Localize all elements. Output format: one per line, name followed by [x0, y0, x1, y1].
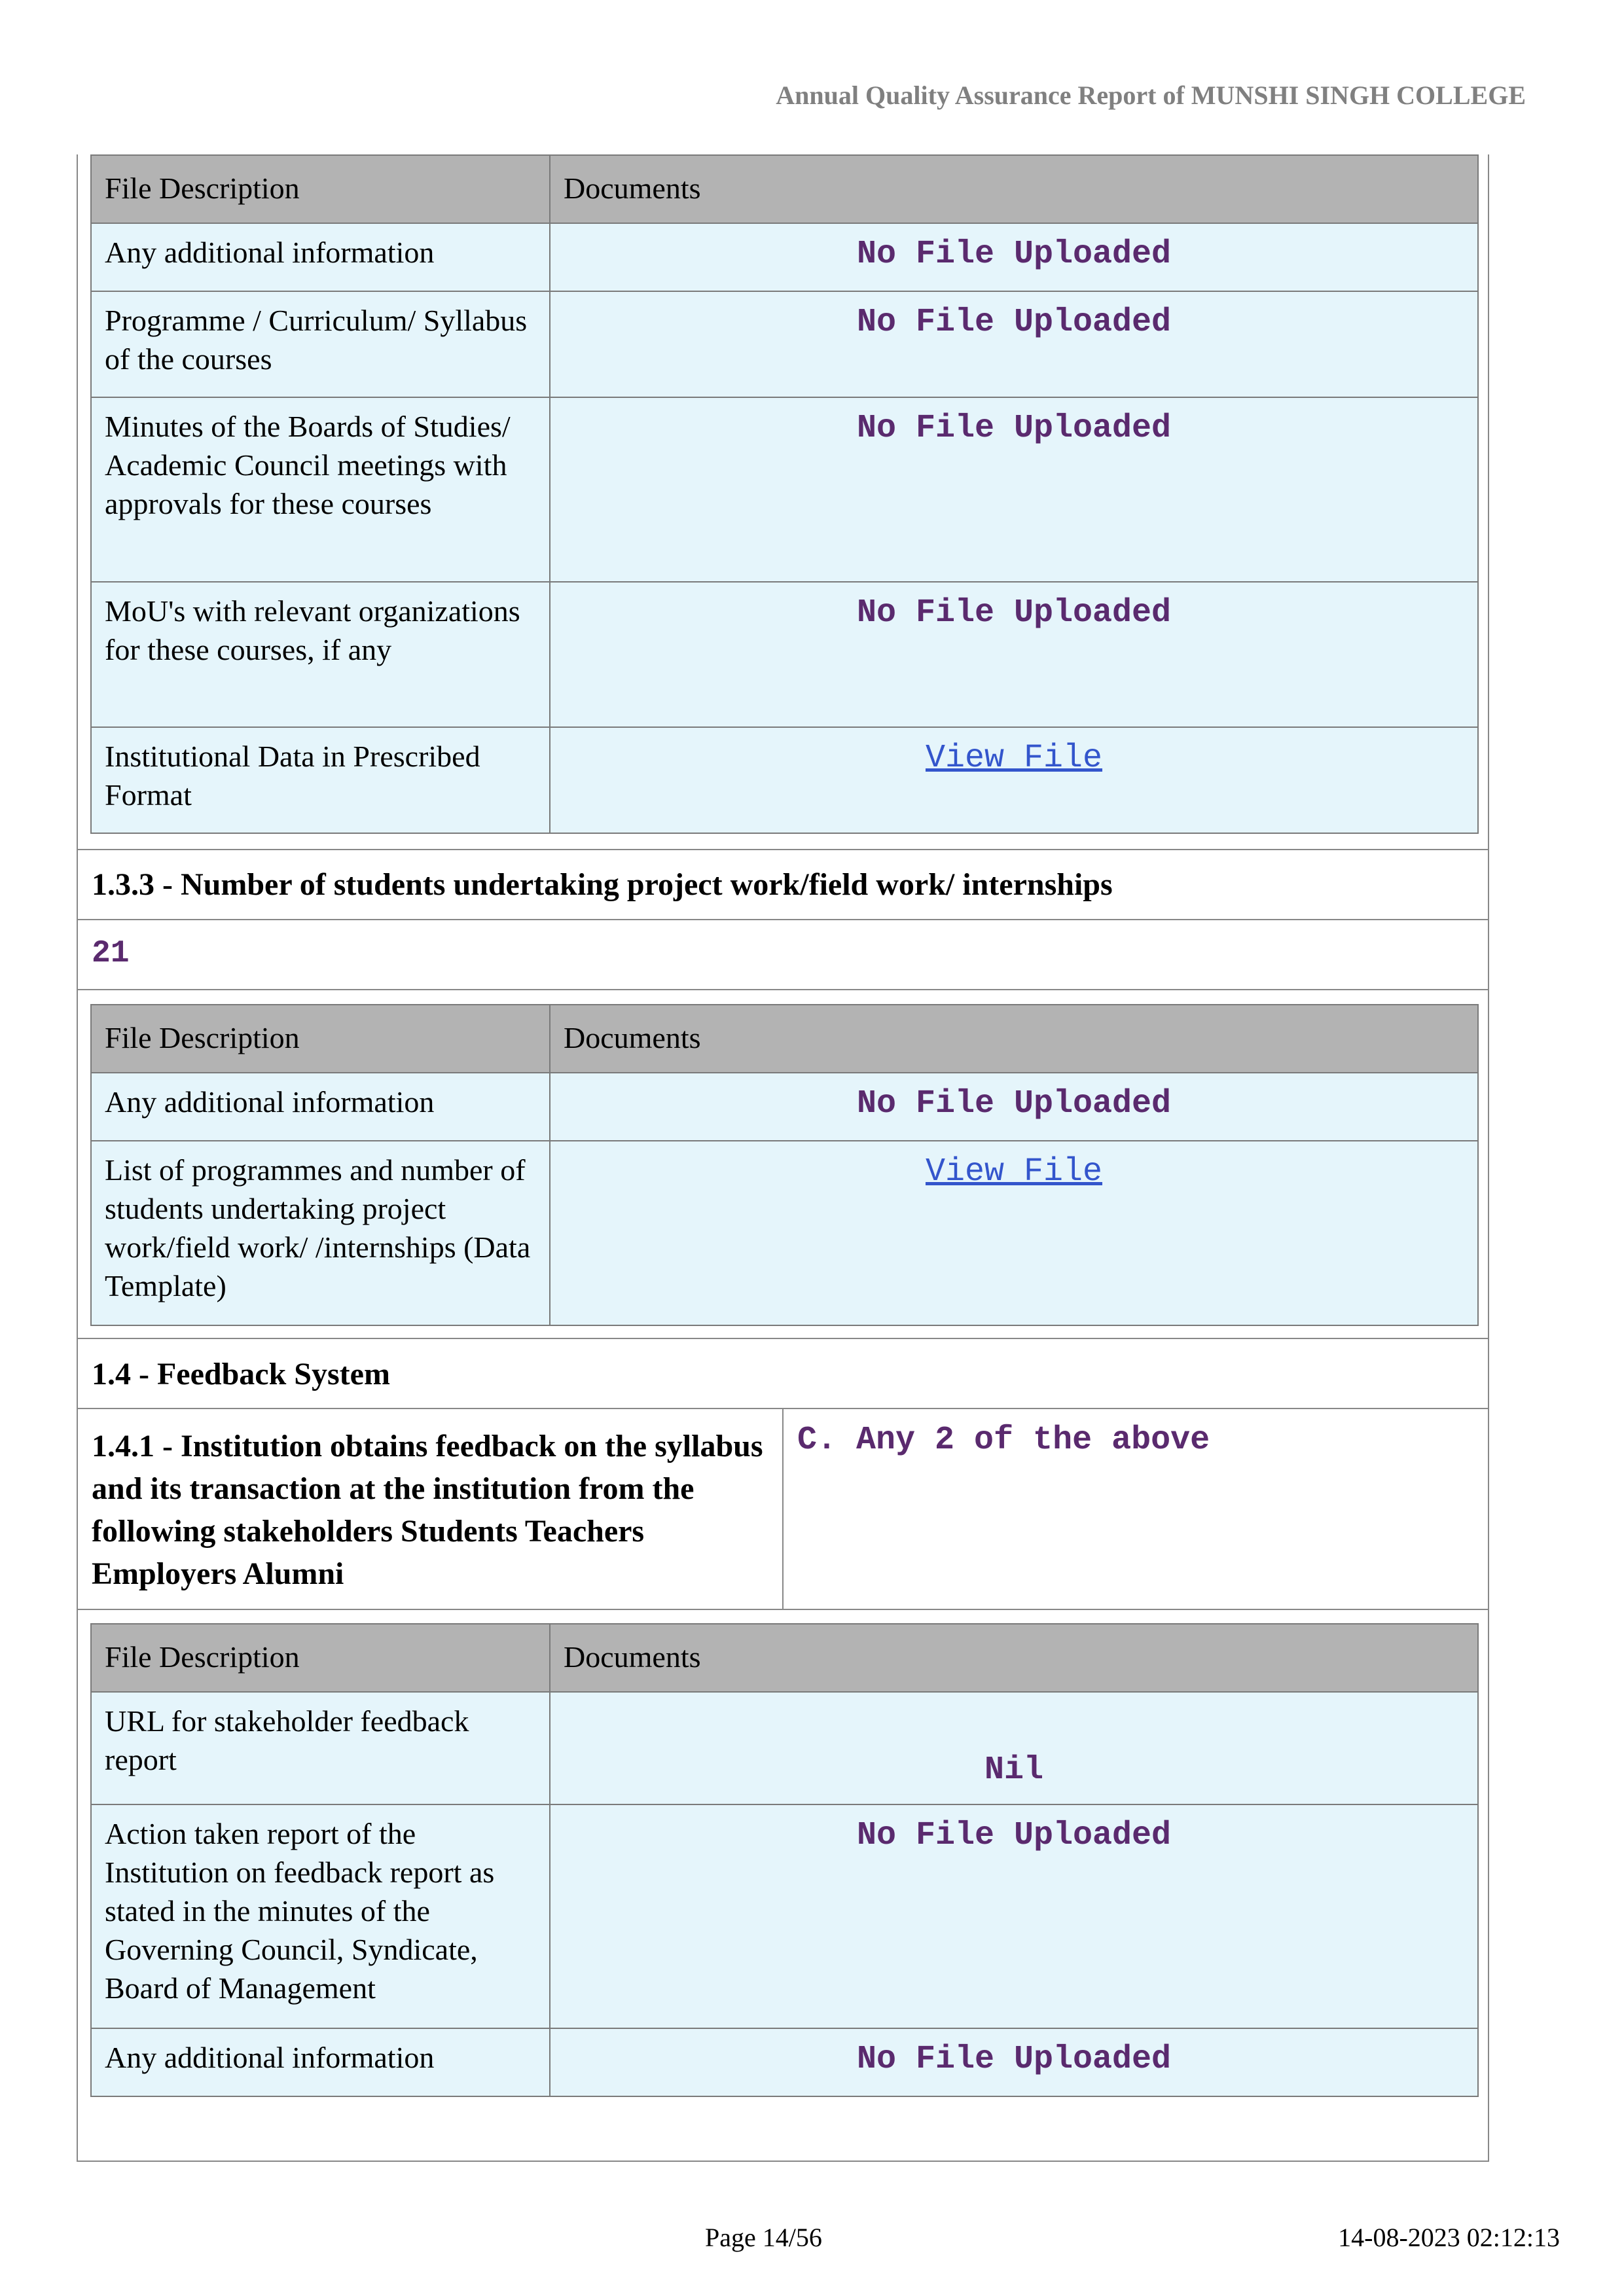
section-1-3-3-value: 21 — [92, 936, 130, 971]
divider — [77, 919, 1489, 920]
no-file-status: No File Uploaded — [856, 2041, 1172, 2078]
page-number: Page 14/56 — [705, 2223, 822, 2252]
col-header-file-description: File Description — [91, 1624, 550, 1692]
row-description: Institutional Data in Prescribed Format — [91, 727, 550, 833]
file-table-1 — [90, 154, 1479, 834]
no-file-status: No File Uploaded — [856, 410, 1172, 447]
col-header-file-description: File Description — [91, 155, 550, 223]
no-file-status: No File Uploaded — [856, 1817, 1172, 1854]
file-table-3 — [90, 1623, 1479, 2097]
row-description: Any additional information — [91, 223, 550, 291]
row-description: Any additional information — [91, 1073, 550, 1141]
section-1-4-title: 1.4 - Feedback System — [92, 1357, 390, 1391]
col-header-documents: Documents — [550, 1624, 1478, 1692]
table-row — [91, 291, 1478, 397]
row-description: Minutes of the Boards of Studies/ Academic Council meetings with approvals for these courses — [91, 397, 550, 582]
no-file-status: No File Uploaded — [856, 1085, 1172, 1122]
row-description: Any additional information — [91, 2028, 550, 2096]
table-row — [91, 2028, 1478, 2096]
col-header-file-description: File Description — [91, 1005, 550, 1073]
row-description: List of programmes and number of students undertaking project work/field work/ /internships (Data Template) — [91, 1141, 550, 1325]
table-row — [91, 582, 1478, 727]
file-table-2 — [90, 1004, 1479, 1326]
row-description: URL for stakeholder feedback report — [91, 1692, 550, 1804]
col-header-documents: Documents — [550, 1005, 1478, 1073]
table-row — [91, 1692, 1478, 1804]
row-description: Programme / Curriculum/ Syllabus of the courses — [91, 291, 550, 397]
nil-value: Nil — [984, 1751, 1043, 1789]
row-description: Action taken report of the Institution on feedback report as stated in the minutes of the Governing Council, Syndicate, Board of Management — [91, 1804, 550, 2028]
table-row — [91, 1141, 1478, 1325]
col-header-documents: Documents — [550, 155, 1478, 223]
table-row — [91, 397, 1478, 582]
no-file-status: No File Uploaded — [856, 304, 1172, 341]
table-row — [91, 1073, 1478, 1141]
table-row — [91, 727, 1478, 833]
report-header-title: Annual Quality Assurance Report of MUNSHI SINGH COLLEGE — [776, 81, 1526, 110]
divider — [77, 1609, 1489, 1610]
divider — [77, 989, 1489, 990]
divider — [77, 849, 1489, 850]
table-row — [91, 223, 1478, 291]
divider — [77, 1338, 1489, 1339]
column-divider — [782, 1408, 784, 1609]
no-file-status: No File Uploaded — [856, 236, 1172, 273]
view-file-link[interactable]: View File — [925, 740, 1103, 777]
section-1-4-1-answer: C. Any 2 of the above — [797, 1422, 1210, 1459]
table-row — [91, 1804, 1478, 2028]
section-1-3-3-title: 1.3.3 - Number of students undertaking project work/field work/ internships — [92, 867, 1113, 902]
footer-timestamp: 14-08-2023 02:12:13 — [1338, 2223, 1560, 2252]
row-description: MoU's with relevant organizations for these courses, if any — [91, 582, 550, 727]
view-file-link[interactable]: View File — [925, 1153, 1103, 1191]
no-file-status: No File Uploaded — [856, 594, 1172, 632]
section-1-4-1-question: 1.4.1 - Institution obtains feedback on the syllabus and its transaction at the institution from the following stakeholders Students Teachers Employers Alumni — [92, 1429, 763, 1591]
